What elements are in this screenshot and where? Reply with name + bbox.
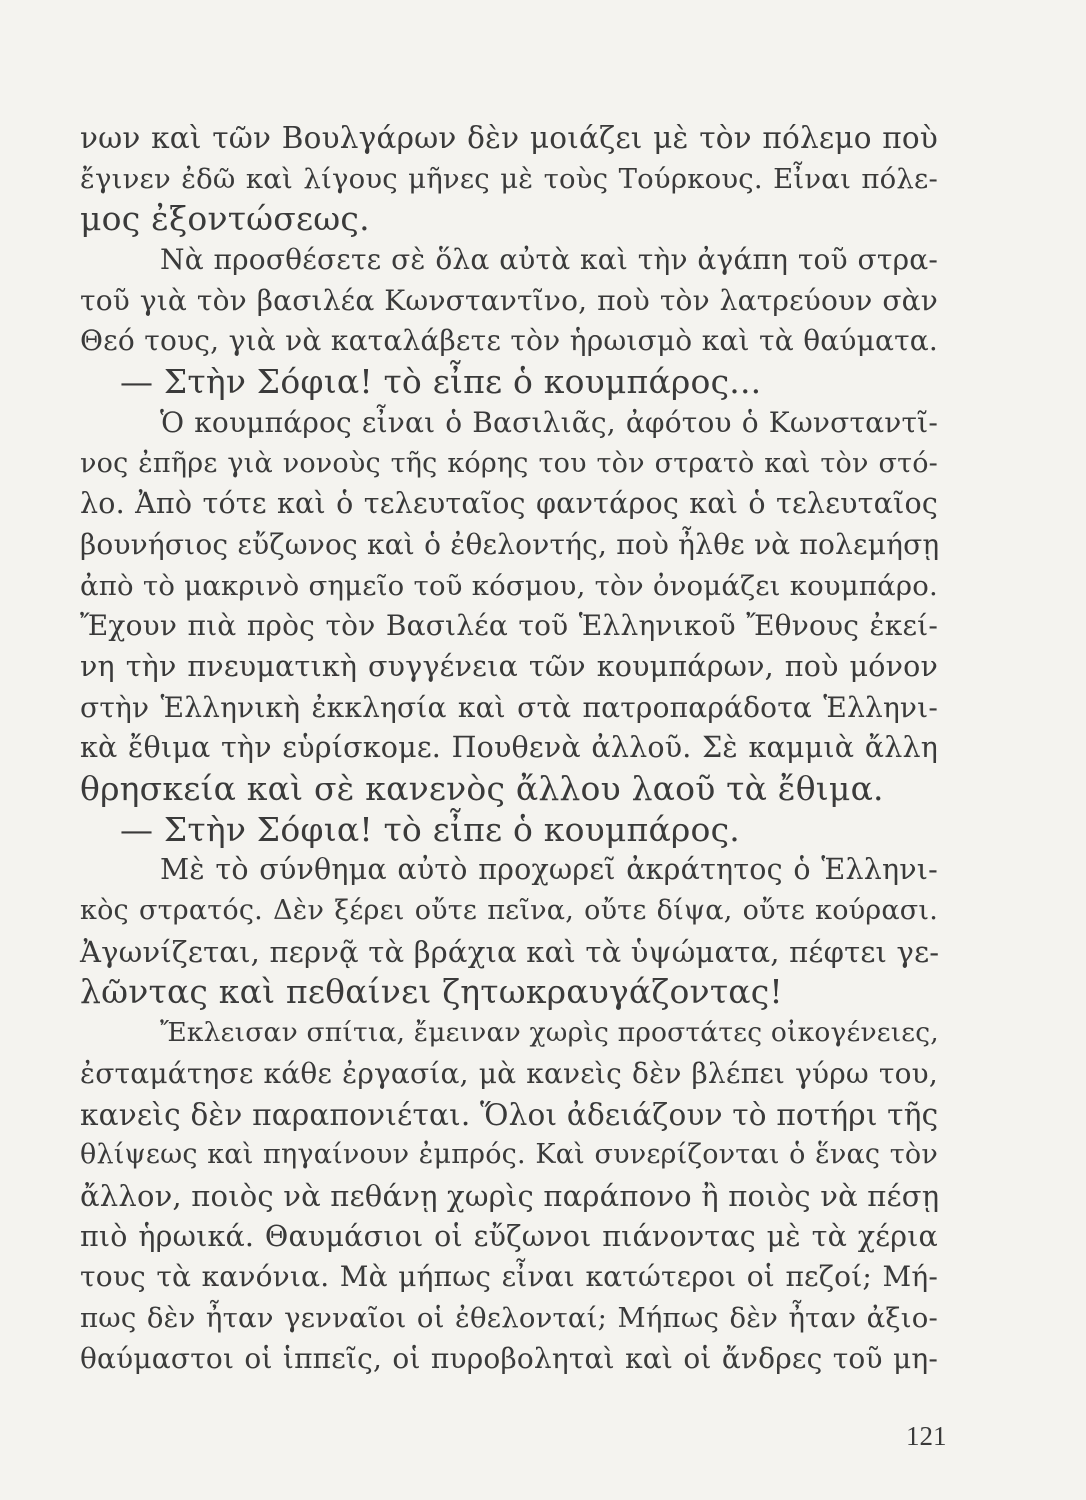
text-line: βουνήσιος εὔζωνος καὶ ὁ ἐθελοντής, ποὺ ἦλθε νὰ πολεμήσῃ [80,527,940,561]
dialogue-line: — Στὴν Σόφια! τὸ εἶπε ὁ κουμπάρος. [120,809,740,849]
text-line: νος ἐπῆρε γιὰ νονοὺς τῆς κόρης του τὸν στρατὸ καὶ τὸν στό- [80,447,938,479]
text-line: Θεό τους, γιὰ νὰ καταλάβετε τὸν ἡρωισμὸ καὶ τὰ θαύματα. [80,324,938,358]
text-line: Μὲ τὸ σύνθημα αὐτὸ προχωρεῖ ἀκράτητος ὁ Ἑλληνι- [160,853,938,887]
text-line: τους τὰ κανόνια. Μὰ μήπως εἶναι κατώτεροι οἱ πεζοί; Μή- [80,1260,938,1294]
text-line: λῶντας καὶ πεθαίνει ζητωκραυγάζοντας! [80,972,783,1012]
text-line: μος ἐξοντώσεως. [80,199,370,239]
text-line: Ἔκλεισαν σπίτια, ἔμειναν χωρὶς προστάτες οἰκογένειες, [160,1017,939,1049]
text-line: πως δὲν ἦταν γενναῖοι οἱ ἐθελονταί; Μήπως δὲν ἦταν ἀξιο- [80,1301,938,1334]
text-line: ἀπὸ τὸ μακρινὸ σημεῖο τοῦ κόσμου, τὸν ὀνομάζει κουμπάρο. [80,569,938,602]
text-line: Ἀγωνίζεται, περνᾷ τὰ βράχια καὶ τὰ ὑψώματα, πέφτει γε- [80,934,940,969]
text-line: θαύμαστοι οἱ ἱππεῖς, οἱ πυροβοληταὶ καὶ οἱ ἄνδρες τοῦ μη- [80,1341,938,1375]
text-line: θλίψεως καὶ πηγαίνουν ἐμπρός. Καὶ συνερίζονται ὁ ἕνας τὸν [80,1139,938,1171]
text-line: κὸς στρατός. Δὲν ξέρει οὔτε πεῖνα, οὔτε δίψα, οὔτε κούρασι. [80,895,938,927]
text-line: ἄλλον, ποιὸς νὰ πεθάνῃ χωρὶς παράπονο ἢ ποιὸς νὰ πέσῃ [80,1178,940,1213]
text-line: στὴν Ἑλληνικὴ ἐκκλησία καὶ στὰ πατροπαράδοτα Ἑλληνι- [80,690,938,724]
text-line: ἔγινεν ἐδῶ καὶ λίγους μῆνες μὲ τοὺς Τούρκους. Εἶναι πόλε- [80,162,938,195]
text-line: λο. Ἀπὸ τότε καὶ ὁ τελευταῖος φαντάρος καὶ ὁ τελευταῖος [80,487,938,521]
text-line: κὰ ἔθιμα τὴν εὑρίσκομε. Πουθενὰ ἀλλοῦ. Σὲ καμμιὰ ἄλλη [80,731,938,765]
text-line: ἐσταμάτησε κάθε ἐργασία, μὰ κανεὶς δὲν βλέπει γύρω του, [80,1056,938,1090]
text-line: νη τὴν πνευματικὴ συγγένεια τῶν κουμπάρων, ποὺ μόνον [80,649,938,683]
text-line: Ἔχουν πιὰ πρὸς τὸν Βασιλέα τοῦ Ἑλληνικοῦ Ἔθνους ἐκεί- [80,609,938,643]
text-line: κανεὶς δὲν παραπονιέται. Ὅλοι ἀδειάζουν τὸ ποτήρι τῆς [80,1097,939,1132]
text-line: νων καὶ τῶν Βουλγάρων δὲν μοιάζει μὲ τὸν πόλεμο ποὺ [80,121,938,155]
text-line: Νὰ προσθέσετε σὲ ὅλα αὐτὰ καὶ τὴν ἀγάπη τοῦ στρα- [160,243,938,277]
text-line: θρησκεία καὶ σὲ κανενὸς ἄλλου λαοῦ τὰ ἔθιμα. [80,769,884,808]
text-line: πιὸ ἡρωικά. Θαυμάσιοι οἱ εὔζωνοι πιάνοντας μὲ τὰ χέρια [80,1219,938,1253]
text-line: τοῦ γιὰ τὸν βασιλέα Κωνσταντῖνο, ποὺ τὸν λατρεύουν σὰν [80,283,938,317]
text-line: Ὁ κουμπάρος εἶναι ὁ Βασιλιᾶς, ἀφότου ὁ Κωνσταντῖ- [160,405,938,439]
page-body-text [80,118,938,1379]
dialogue-line: — Στὴν Σόφια! τὸ εἶπε ὁ κουμπάρος... [120,362,762,402]
page-number: 121 [906,1421,947,1451]
